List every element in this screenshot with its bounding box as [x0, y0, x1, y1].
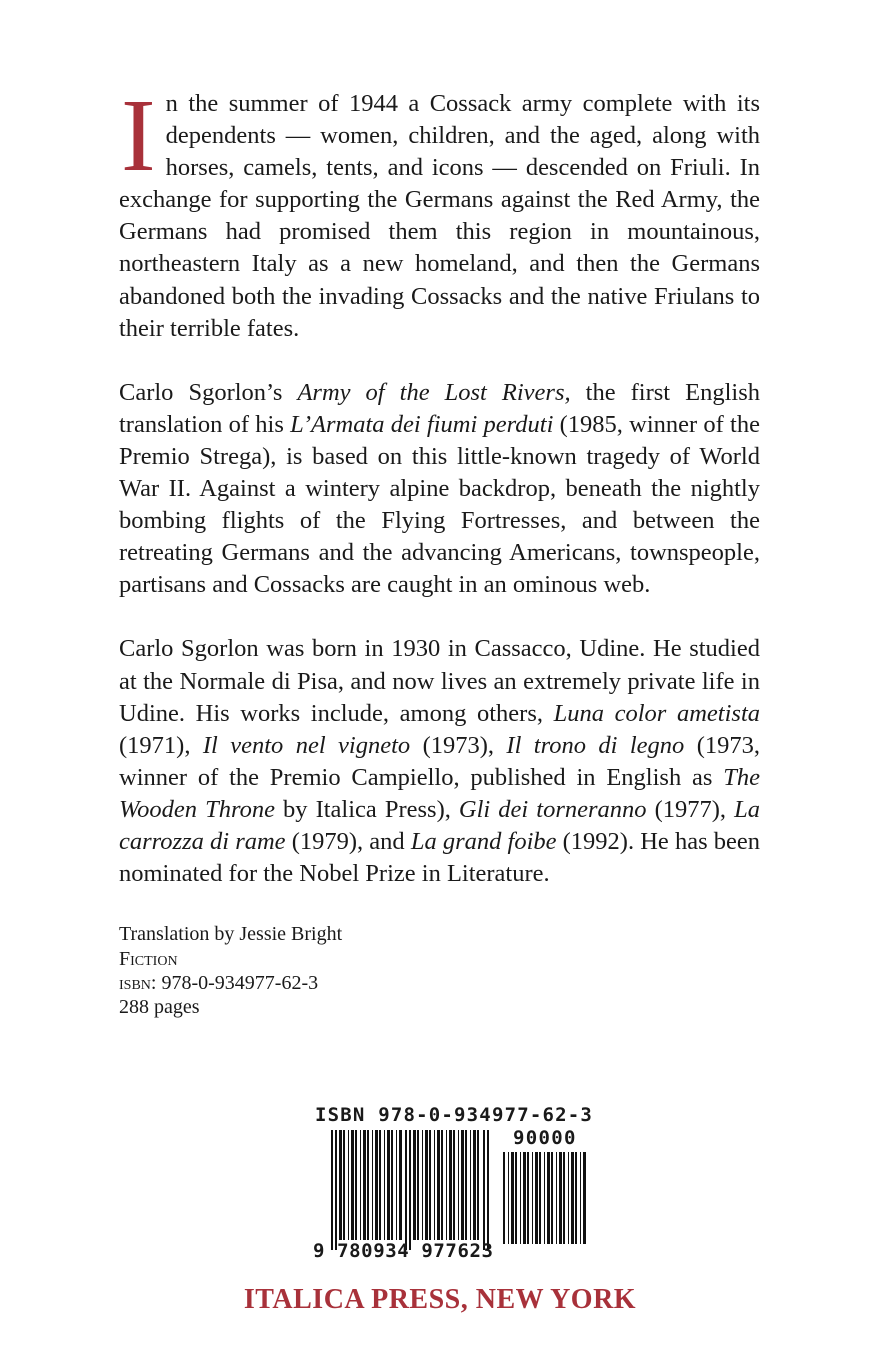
barcode-bar	[477, 1130, 479, 1240]
barcode-bar	[544, 1152, 545, 1244]
barcode-bar	[470, 1130, 471, 1240]
barcode-bar	[458, 1130, 459, 1240]
page-count: 288 pages	[119, 996, 200, 1019]
barcode-bar	[583, 1152, 586, 1244]
barcode-bar	[355, 1130, 357, 1240]
barcode-bar	[503, 1152, 505, 1244]
barcode-bar	[367, 1130, 369, 1240]
barcode-bar	[449, 1130, 452, 1240]
barcode-bar	[360, 1130, 361, 1240]
blurb-paragraph-1: In the summer of 1944 a Cossack army complete with its dependents — women, children, and the aged, along with horses, camels, tents, and icons — descended on Friuli. In exchange for supporting the Germans against the Red Army, the Germans had promised them this region in mountainous, northeastern Italy as a new homeland, and then the Germans abandoned both the invading Cossacks and the native Friulans to their terrible fates.	[119, 78, 760, 342]
barcode-bar	[520, 1152, 521, 1244]
blurb-paragraph-2: Carlo Sgorlon’s Army of the Lost Rivers, the first English translation of his L’Armata dei fiumi perduti (1985, winner of the Premio Strega), is based on this little-known tragedy of World War II. Against a wintery alpine backdrop, beneath the nightly bombing flights of the Flying Fortresses, and between the retreating Germans and the advancing Americans, townspeople, partisans and Cossacks are caught in an ominous web.	[119, 378, 760, 599]
barcode-bar	[387, 1130, 390, 1240]
barcode-bar	[363, 1130, 366, 1240]
isbn-line: isbn: 978-0-934977-62-3	[119, 971, 319, 994]
barcode-bar	[441, 1130, 443, 1240]
barcode-bar	[351, 1130, 354, 1240]
barcode-bar	[575, 1152, 577, 1244]
author-bio: Carlo Sgorlon was born in 1930 in Cassacco, Udine. He studied at the Normale di Pisa, and now lives an extremely private life in Udine. His works include, among others, Luna color ametista (1971), Il vento nel vigneto (1973), Il trono di legno (1973, winner of the Premio Campiello, published in English as The Wooden Throne by Italica Press), Gli dei torneranno (1977), La carrozza di rame (1979), and La grand foibe (1992). He has been nominated for the Nobel Prize in Literature.	[119, 635, 760, 888]
back-cover-text	[119, 78, 760, 1020]
barcode-bar	[568, 1152, 569, 1244]
category-label: Fiction	[119, 947, 178, 970]
publisher-imprint: ITALICA PRESS, NEW YORK	[243, 1284, 637, 1315]
barcode-price-code: 90000	[513, 1127, 577, 1149]
barcode-bar	[571, 1152, 574, 1244]
barcode-bar	[372, 1130, 373, 1240]
barcode-bar	[396, 1130, 397, 1240]
barcode-digits: 9 780934 977623	[313, 1240, 494, 1262]
barcode-bar	[425, 1130, 428, 1240]
barcode-guard-bar	[335, 1130, 337, 1250]
barcode-guard-bar	[405, 1130, 407, 1250]
barcode-bar	[391, 1130, 393, 1240]
barcode-bar	[417, 1130, 419, 1240]
barcode-bar	[556, 1152, 557, 1244]
barcode-bar	[532, 1152, 533, 1244]
barcode-isbn-text: ISBN 978-0-934977-62-3	[315, 1104, 594, 1126]
barcode-bar	[527, 1152, 529, 1244]
barcode-bar	[437, 1130, 440, 1240]
barcode-bar	[580, 1152, 581, 1244]
barcode-bar	[523, 1152, 526, 1244]
barcode-bar	[429, 1130, 431, 1240]
barcode-bar	[535, 1152, 538, 1244]
barcode-bar	[375, 1130, 378, 1240]
barcode-bar	[515, 1152, 517, 1244]
barcode-bar	[348, 1130, 349, 1240]
barcode-bar	[343, 1130, 345, 1240]
drop-cap: I	[121, 78, 156, 193]
barcode-bar	[384, 1130, 385, 1240]
barcode-bar	[446, 1130, 447, 1240]
barcode-bar	[413, 1130, 416, 1240]
barcode-bar	[399, 1130, 402, 1240]
barcode-bar	[339, 1130, 342, 1240]
barcode-bar	[453, 1130, 455, 1240]
book-metadata	[119, 922, 760, 1020]
barcode-bar	[422, 1130, 423, 1240]
barcode-bar	[511, 1152, 514, 1244]
barcode-guard-bar	[409, 1130, 411, 1250]
barcode-bar	[547, 1152, 550, 1244]
barcode-bar	[461, 1130, 464, 1240]
barcode	[311, 1104, 594, 1266]
barcode-guard-bar	[483, 1130, 485, 1250]
barcode-bar	[563, 1152, 565, 1244]
barcode-bar	[465, 1130, 467, 1240]
book-title: Army of the Lost Rivers,	[297, 378, 571, 406]
barcode-bar	[508, 1152, 509, 1244]
barcode-bar	[551, 1152, 553, 1244]
barcode-guard-bar	[487, 1130, 489, 1250]
barcode-bar	[559, 1152, 562, 1244]
barcode-bar	[379, 1130, 381, 1240]
translator-credit: Translation by Jessie Bright	[119, 923, 343, 946]
barcode-bar	[434, 1130, 435, 1240]
barcode-bar	[539, 1152, 541, 1244]
barcode-guard-bar	[331, 1130, 333, 1250]
original-title: L’Armata dei fiumi perduti	[290, 410, 554, 438]
barcode-bar	[473, 1130, 476, 1240]
